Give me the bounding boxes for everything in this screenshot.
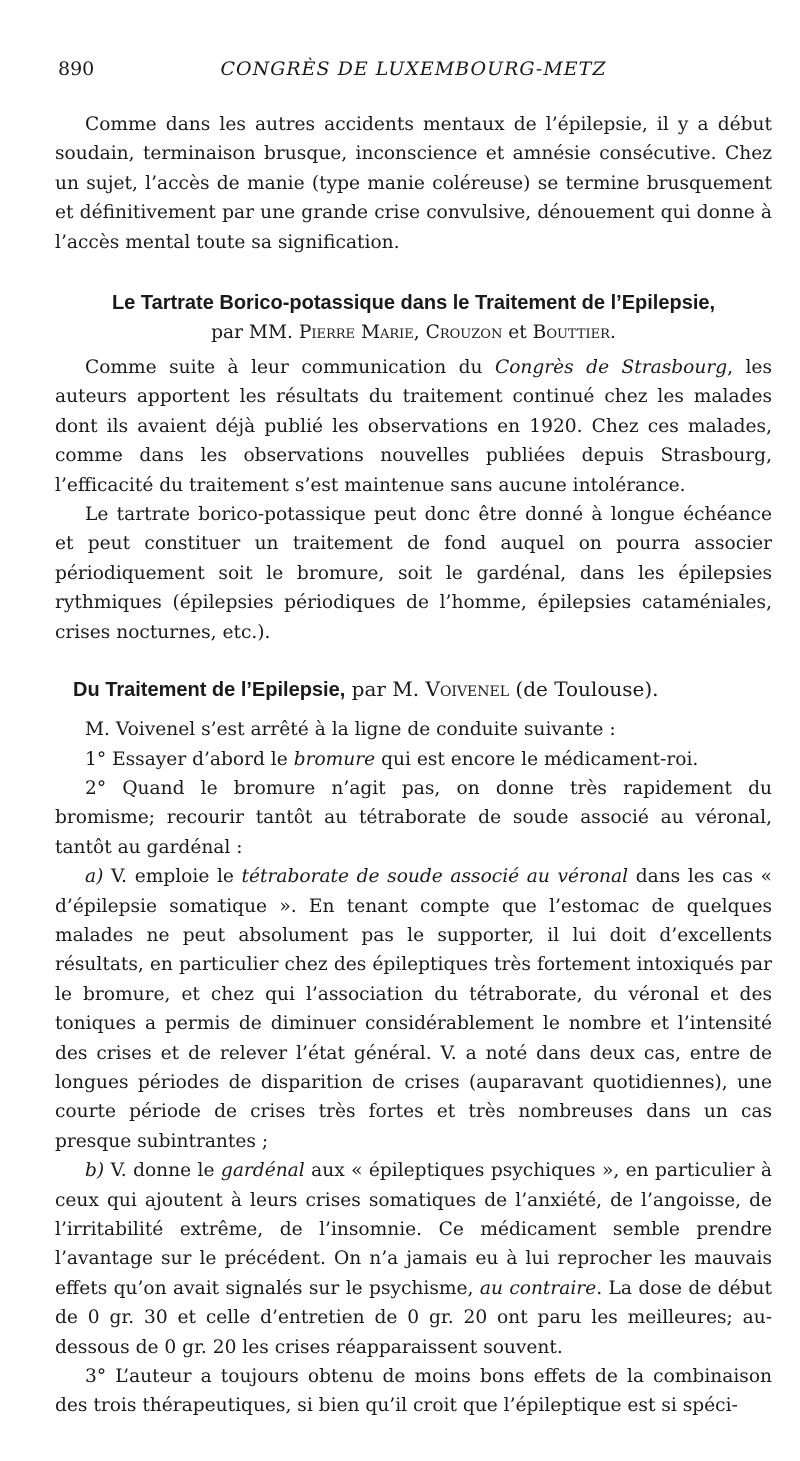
item-b-label: b) xyxy=(85,1160,105,1182)
article1-author2: Crouzon xyxy=(425,322,503,344)
intro-paragraph: Comme dans les autres accidents mentaux de l’épilepsie, il y a début soudain, terminaison brusque, inconscience et amnésie consécutive. Chez un sujet, l’accès de manie (type manie coléreuse) se termine brusquement et définitivement par une grande crise convulsive, dénouement qui donne à l’accès mental toute sa signification. xyxy=(55,114,772,253)
article2-item-2 xyxy=(55,774,772,862)
item-a-text-2: dans les cas « d’épilepsie somatique ». En tenant compte que l’estomac de quelques malades ne peut absolument pas le supporter, il lui doit d’excellents résultats, en particulier chez des épileptiques très fortement intoxiqués par le bromure, et chez qui l’association du tétraborate, du véronal et des toniques a permis de diminuer considérablement le nombre et l’intensité des crises et de relever l’état général. V. a noté dans deux cas, entre de longues périodes de disparition de crises (auparavant quotidiennes), une courte période de crises très fortes et très nombreuses dans un cas presque subintrantes ; xyxy=(55,866,772,1152)
item-a-text-1: V. emploie le xyxy=(110,866,234,888)
running-header xyxy=(55,58,772,88)
article1-p1-italic: Congrès de Strasbourg xyxy=(494,357,728,379)
item1-italic: bromure xyxy=(293,748,376,770)
item-b-text-3: . La dose de début de 0 gr. 30 et celle d’entretien de 0 gr. 20 ont paru les meilleures; au-dessous de 0 gr. 20 les crises réapparaissent souvent. xyxy=(55,1277,772,1358)
item-b-text-2: aux « épileptiques psychiques », en particulier à ceux qui ajoutent à leurs crises somatiques de l’anxiété, de l’angoisse, de l’irritabilité extrême, de l’insomnie. Ce médicament semble prendre l’avantage sur le précédent. On n’a jamais eu à lui reprocher les mauvais effets qu’on avait signalés sur le psychisme, xyxy=(55,1160,772,1299)
article1-paragraph-1 xyxy=(55,353,772,500)
article1-end: . xyxy=(609,322,616,344)
item2-text: Quand le bromure n’agit pas, on donne très rapidement du bromisme; recourir tantôt au tétraborate de soude associé au véronal, tantôt au gardénal : xyxy=(55,777,772,858)
item-a-italic: tétraborate de soude associé au véronal xyxy=(241,866,629,888)
article1-paragraph-2: Le tartrate borico-potassique peut donc être donné à longue échéance et peut constituer un traitement de fond auquel on pourra associer périodiquement soit le bromure, soit le gardénal, dans les épilepsies rythmiques (épilepsies périodiques de l’homme, épilepsies cataméniales, crises nocturnes, etc.). xyxy=(55,504,772,643)
article1-and: et xyxy=(508,322,527,344)
item-a-label: a) xyxy=(85,866,104,888)
item1-text-a: Essayer d’abord le xyxy=(112,748,288,770)
article1-heading xyxy=(55,257,772,347)
article1-by: par MM. xyxy=(211,322,293,344)
article2-title: Du Traitement de l’Epilepsie, xyxy=(73,679,346,702)
article2-heading xyxy=(55,647,772,715)
item3-number: 3° xyxy=(85,1366,107,1388)
item-b-italic-2: au contraire xyxy=(479,1277,597,1299)
article1-title: Le Tartrate Borico-potassique dans le Traitement de l’Epilepsie, xyxy=(111,292,716,315)
page-number: 890 xyxy=(58,58,95,80)
item1-text-b: qui est encore le médicament-roi. xyxy=(381,748,699,770)
article1-author3: Bouttier xyxy=(532,322,610,344)
article1-byline xyxy=(55,318,772,347)
article2-item-1 xyxy=(55,745,772,774)
article1-sep: , xyxy=(413,322,420,344)
article1-author1: Pierre Marie xyxy=(298,322,414,344)
article2-item-a xyxy=(55,862,772,1156)
article2-item-b xyxy=(55,1156,772,1362)
article2-place: (de Toulouse). xyxy=(515,677,659,702)
item-b-italic: gardénal xyxy=(220,1160,305,1182)
article2-by: par M. xyxy=(351,677,420,702)
item2-number: 2° xyxy=(85,777,107,799)
journal-title: CONGRÈS DE LUXEMBOURG-METZ xyxy=(220,58,607,80)
item-b-text-1: V. donne le xyxy=(110,1160,215,1182)
article2-item-3 xyxy=(55,1362,772,1421)
item1-number: 1° xyxy=(85,748,107,770)
article1-p1-a: Comme suite à leur communication du xyxy=(85,357,483,379)
item3-text: L’auteur a toujours obtenu de moins bons effets de la combinaison des trois thérapeutiques, si bien qu’il croit que l’épileptique est si spéci- xyxy=(55,1366,772,1417)
article1-p1-b: , les auteurs apportent les résultats du traitement continué chez les malades dont ils avaient déjà publié les observations en 1920. Chez ces malades, comme dans les observations nouvelles publiées depuis Strasbourg, l’efficacité du traitement s’est maintenue sans aucune intolérance. xyxy=(55,357,772,496)
article2-author: Voivenel xyxy=(425,677,510,702)
article2-intro: M. Voivenel s’est arrêté à la ligne de conduite suivante : xyxy=(85,719,616,741)
